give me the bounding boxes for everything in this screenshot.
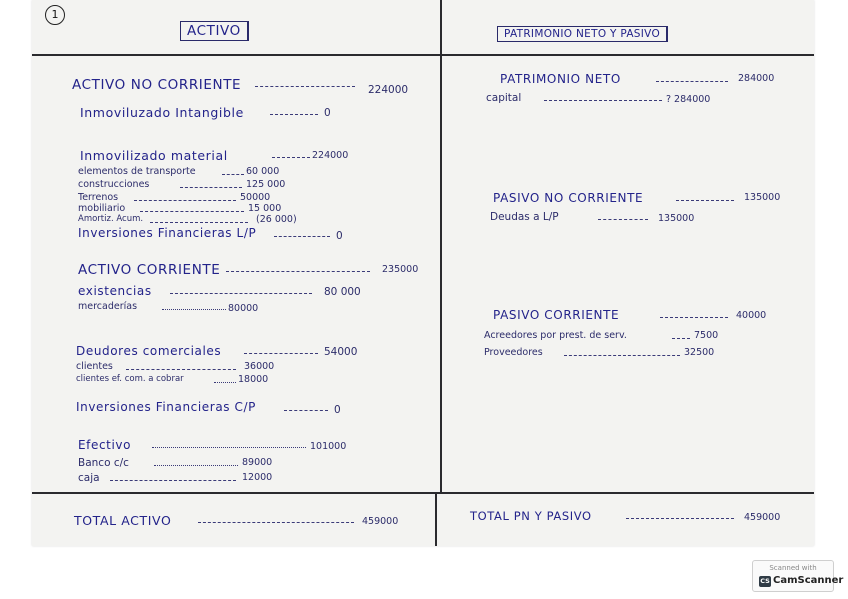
leader-line bbox=[244, 353, 318, 354]
leader-line bbox=[162, 309, 226, 310]
pasivo-corriente-item-label: Proveedores bbox=[484, 347, 543, 358]
deudores-item-label: clientes bbox=[76, 361, 113, 372]
leader-line bbox=[255, 86, 355, 87]
leader-line bbox=[170, 293, 312, 294]
inversiones-lp-label: Inversiones Financieras L/P bbox=[78, 226, 257, 240]
leader-line bbox=[198, 522, 354, 523]
efectivo-total: 101000 bbox=[310, 441, 347, 452]
activo-corriente-label: ACTIVO CORRIENTE bbox=[78, 262, 221, 278]
inmovilizado-intangible-value: 0 bbox=[324, 107, 331, 119]
deudores-item-value: 36000 bbox=[244, 361, 275, 372]
scanner-caption: Scanned with bbox=[769, 564, 817, 572]
efectivo-label: Efectivo bbox=[78, 438, 132, 452]
leader-line bbox=[150, 222, 248, 223]
camscanner-badge bbox=[752, 560, 844, 592]
existencias-item-label: mercaderías bbox=[78, 301, 138, 312]
inmovilizado-material-total: 224000 bbox=[312, 150, 349, 161]
efectivo-item-label: Banco c/c bbox=[78, 457, 129, 469]
no-corriente-item-value: 135000 bbox=[658, 213, 695, 224]
leader-line bbox=[660, 317, 728, 318]
leader-line bbox=[676, 200, 734, 201]
efectivo-item-label: caja bbox=[78, 472, 100, 484]
material-item-label: construcciones bbox=[78, 179, 150, 190]
material-item-label: Terrenos bbox=[78, 192, 119, 203]
leader-line bbox=[140, 211, 244, 212]
efectivo-item-value: 89000 bbox=[242, 457, 273, 468]
total-activo-label: TOTAL ACTIVO bbox=[74, 513, 172, 528]
leader-line bbox=[154, 465, 238, 466]
patrimonio-neto-total: 284000 bbox=[738, 73, 775, 84]
deudores-item-value: 18000 bbox=[238, 374, 269, 385]
activo-title: ACTIVO bbox=[180, 21, 249, 41]
activo-corriente-total: 235000 bbox=[382, 264, 419, 275]
leader-line bbox=[214, 382, 236, 383]
deudores-total: 54000 bbox=[324, 346, 358, 358]
patrimonio-neto-label: PATRIMONIO NETO bbox=[500, 72, 621, 86]
inmovilizado-material-label: Inmovilizado material bbox=[80, 148, 228, 163]
leader-line bbox=[222, 174, 244, 175]
deudores-item-label: clientes ef. com. a cobrar bbox=[76, 374, 184, 384]
leader-line bbox=[564, 355, 680, 356]
leader-line bbox=[126, 369, 236, 370]
existencias-label: existencias bbox=[78, 284, 152, 298]
center-divider-bottom bbox=[435, 492, 437, 546]
inversiones-cp-label: Inversiones Financieras C/P bbox=[76, 400, 256, 414]
existencias-total: 80 000 bbox=[324, 286, 361, 298]
pasivo-corriente-item-label: Acreedores por prest. de serv. bbox=[484, 330, 627, 341]
total-divider bbox=[32, 492, 814, 494]
pasivo-corriente-item-value: 7500 bbox=[694, 330, 719, 341]
efectivo-item-value: 12000 bbox=[242, 472, 273, 483]
leader-line bbox=[274, 236, 330, 237]
material-item-value: (26 000) bbox=[256, 214, 297, 225]
activo-no-corriente-total: 224000 bbox=[368, 84, 409, 96]
inversiones-lp-value: 0 bbox=[336, 230, 343, 242]
material-item-label: elementos de transporte bbox=[78, 166, 196, 177]
center-divider-top bbox=[440, 0, 442, 492]
leader-line bbox=[272, 157, 310, 158]
patrimonio-item-label: capital bbox=[486, 92, 522, 104]
deudores-label: Deudores comerciales bbox=[76, 344, 222, 358]
inversiones-cp-value: 0 bbox=[334, 404, 341, 416]
leader-line bbox=[180, 187, 242, 188]
header-divider bbox=[32, 54, 814, 56]
patrimonio-item-value: ? 284000 bbox=[666, 94, 711, 105]
leader-line bbox=[598, 219, 648, 220]
leader-line bbox=[544, 100, 662, 101]
pasivo-corriente-label: PASIVO CORRIENTE bbox=[493, 308, 620, 322]
pasivo-no-corriente-label: PASIVO NO CORRIENTE bbox=[493, 191, 644, 205]
existencias-item-value: 80000 bbox=[228, 303, 259, 314]
no-corriente-item-label: Deudas a L/P bbox=[490, 211, 559, 223]
camscanner-logo-icon: CS bbox=[760, 577, 770, 585]
leader-line bbox=[110, 480, 236, 481]
leader-line bbox=[626, 518, 734, 519]
total-pn-pasivo-label: TOTAL PN Y PASIVO bbox=[470, 509, 592, 523]
leader-line bbox=[284, 410, 328, 411]
inmovilizado-intangible-label: Inmoviluzado Intangible bbox=[80, 105, 244, 120]
leader-line bbox=[656, 81, 728, 82]
material-item-value: 60 000 bbox=[246, 166, 280, 177]
leader-line bbox=[226, 271, 370, 272]
leader-line bbox=[152, 447, 306, 448]
pasivo-no-corriente-total: 135000 bbox=[744, 192, 781, 203]
total-pn-pasivo-value: 459000 bbox=[744, 512, 781, 523]
scanner-name: CamScanner bbox=[773, 575, 844, 586]
pasivo-corriente-item-value: 32500 bbox=[684, 347, 715, 358]
leader-line bbox=[134, 200, 236, 201]
material-item-value: 50000 bbox=[240, 192, 271, 203]
page-number: 1 bbox=[45, 5, 65, 25]
leader-line bbox=[672, 338, 690, 339]
material-item-value: 125 000 bbox=[246, 179, 286, 190]
pasivo-title: PATRIMONIO NETO Y PASIVO bbox=[497, 26, 668, 42]
leader-line bbox=[270, 114, 318, 115]
material-item-label: Amortiz. Acum. bbox=[78, 214, 144, 224]
total-activo-value: 459000 bbox=[362, 516, 399, 527]
material-item-label: mobiliario bbox=[78, 203, 126, 214]
material-item-value: 15 000 bbox=[248, 203, 282, 214]
pasivo-corriente-total: 40000 bbox=[736, 310, 767, 321]
activo-no-corriente-label: ACTIVO NO CORRIENTE bbox=[72, 77, 242, 93]
